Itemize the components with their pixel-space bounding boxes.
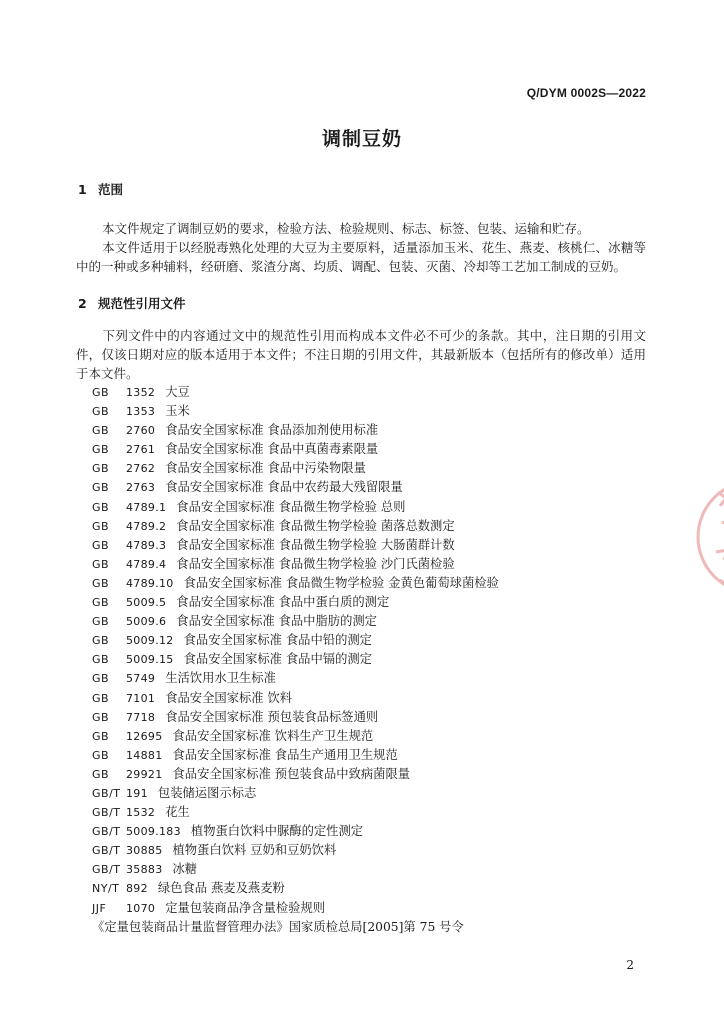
seal-stamp-fragment bbox=[696, 462, 724, 612]
reference-code: GB bbox=[92, 729, 110, 743]
reference-code: GB bbox=[92, 596, 110, 610]
reference-code: GB bbox=[92, 424, 110, 438]
reference-code: NY/T bbox=[92, 882, 120, 896]
reference-number: 4789.3 bbox=[126, 538, 167, 552]
reference-title: 食品安全国家标准 食品中铅的测定 bbox=[183, 633, 372, 648]
reference-title: 食品安全国家标准 饮料生产卫生规范 bbox=[172, 728, 374, 743]
reference-item bbox=[92, 803, 652, 822]
reference-number: 30885 bbox=[126, 844, 163, 858]
reference-title: 食品安全国家标准 食品中真菌毒素限量 bbox=[165, 442, 379, 457]
seal-ring bbox=[698, 481, 724, 593]
section-title: 范围 bbox=[98, 182, 124, 197]
reference-item bbox=[92, 536, 652, 555]
reference-item bbox=[92, 402, 652, 421]
reference-title: 植物蛋白饮料 豆奶和豆奶饮料 bbox=[172, 843, 337, 858]
reference-code: GB bbox=[92, 557, 110, 571]
reference-number: 2760 bbox=[126, 424, 156, 438]
reference-number: 12695 bbox=[126, 729, 163, 743]
reference-number: 5009.183 bbox=[126, 825, 181, 839]
reference-code: GB bbox=[92, 767, 110, 781]
reference-title: 食品安全国家标准 食品中污染物限量 bbox=[165, 461, 366, 476]
reference-code: GB bbox=[92, 462, 110, 476]
reference-number: 4789.10 bbox=[126, 576, 174, 590]
reference-code: GB bbox=[92, 615, 110, 629]
paragraph bbox=[76, 238, 646, 276]
reference-title: 食品安全国家标准 食品微生物学检验 总则 bbox=[176, 499, 406, 514]
section-title: 规范性引用文件 bbox=[98, 296, 186, 311]
reference-item bbox=[92, 459, 652, 478]
reference-code: GB bbox=[92, 443, 110, 457]
reference-title: 食品安全国家标准 食品生产通用卫生规范 bbox=[172, 747, 398, 762]
reference-number: 191 bbox=[126, 786, 148, 800]
reference-item bbox=[92, 517, 652, 536]
reference-code: GB bbox=[92, 672, 110, 686]
reference-title: 《定量包装商品计量监督管理办法》国家质检总局[2005]第 75 号令 bbox=[92, 919, 464, 934]
paragraph-text: 本文件规定了调制豆奶的要求，检验方法、检验规则、标志、标签、包装、运输和贮存。 bbox=[102, 221, 590, 236]
section-heading-scope bbox=[78, 180, 123, 198]
reference-number: 29921 bbox=[126, 767, 163, 781]
reference-title: 绿色食品 燕麦及燕麦粉 bbox=[157, 881, 285, 896]
paragraph bbox=[76, 219, 646, 238]
reference-item bbox=[92, 918, 652, 937]
reference-item bbox=[92, 784, 652, 803]
reference-number: 5009.15 bbox=[126, 653, 174, 667]
reference-title: 食品安全国家标准 食品微生物学检验 菌落总数测定 bbox=[176, 518, 455, 533]
reference-number: 1070 bbox=[126, 901, 156, 915]
paragraph bbox=[76, 326, 646, 383]
reference-item bbox=[92, 822, 652, 841]
reference-title: 食品安全国家标准 食品中镉的测定 bbox=[183, 652, 372, 667]
reference-number: 1353 bbox=[126, 405, 156, 419]
paragraph-text: 本文件适用于以经脱毒熟化处理的大豆为主要原料，适量添加玉米、花生、燕麦、核桃仁、冰糖等中的一种或多种辅料，经研磨、浆渣分离、均质、调配、包装、灭菌、冷却等工艺加工制成的豆奶。 bbox=[76, 240, 646, 274]
reference-number: 5749 bbox=[126, 672, 156, 686]
reference-title: 冰糖 bbox=[172, 862, 198, 877]
document-title: 调制豆奶 bbox=[321, 128, 402, 150]
reference-item bbox=[92, 708, 652, 727]
reference-number: 4789.2 bbox=[126, 519, 167, 533]
reference-code: GB bbox=[92, 634, 110, 648]
reference-code: GB/T bbox=[92, 844, 121, 858]
reference-code: GB bbox=[92, 576, 110, 590]
reference-code: GB bbox=[92, 710, 110, 724]
reference-number: 892 bbox=[126, 882, 148, 896]
reference-number: 2763 bbox=[126, 481, 156, 495]
section-number: 1 bbox=[78, 182, 87, 197]
reference-item bbox=[92, 765, 652, 784]
reference-number: 5009.12 bbox=[126, 634, 174, 648]
reference-title: 玉米 bbox=[165, 404, 190, 419]
reference-item bbox=[92, 612, 652, 631]
reference-item bbox=[92, 650, 652, 669]
reference-item bbox=[92, 383, 652, 402]
reference-code: GB bbox=[92, 538, 110, 552]
reference-item bbox=[92, 555, 652, 574]
reference-code: GB bbox=[92, 653, 110, 667]
reference-item bbox=[92, 498, 652, 517]
section-heading-normative-references bbox=[78, 294, 186, 312]
reference-code: GB bbox=[92, 519, 110, 533]
reference-item bbox=[92, 841, 652, 860]
reference-item bbox=[92, 478, 652, 497]
reference-number: 5009.5 bbox=[126, 596, 167, 610]
reference-number: 2761 bbox=[126, 443, 156, 457]
reference-item bbox=[92, 860, 652, 879]
reference-item bbox=[92, 421, 652, 440]
section-number: 2 bbox=[78, 296, 87, 311]
reference-title: 食品安全国家标准 食品中蛋白质的测定 bbox=[176, 595, 390, 610]
reference-code: GB/T bbox=[92, 786, 121, 800]
reference-title: 生活饮用水卫生标准 bbox=[165, 671, 276, 686]
reference-number: 7101 bbox=[126, 691, 156, 705]
reference-item bbox=[92, 574, 652, 593]
reference-code: GB bbox=[92, 386, 110, 399]
reference-title: 植物蛋白饮料中脲酶的定性测定 bbox=[190, 824, 364, 839]
reference-title: 食品安全国家标准 饮料 bbox=[165, 690, 293, 705]
seal-marks bbox=[716, 492, 724, 586]
reference-title: 食品安全国家标准 食品中脂肪的测定 bbox=[176, 614, 377, 629]
reference-code: GB/T bbox=[92, 825, 121, 839]
reference-item bbox=[92, 669, 652, 688]
reference-number: 5009.6 bbox=[126, 615, 167, 629]
reference-item bbox=[92, 727, 652, 746]
standard-number: Q/DYM 0002S—2022 bbox=[526, 86, 646, 100]
reference-item bbox=[92, 899, 652, 918]
page-number: 2 bbox=[626, 958, 634, 972]
reference-item bbox=[92, 689, 652, 708]
reference-item bbox=[92, 631, 652, 650]
reference-title: 食品安全国家标准 食品添加剂使用标准 bbox=[165, 423, 379, 438]
reference-item bbox=[92, 593, 652, 612]
reference-number: 4789.4 bbox=[126, 557, 167, 571]
reference-number: 7718 bbox=[126, 710, 156, 724]
reference-title: 花生 bbox=[165, 805, 190, 820]
reference-number: 2762 bbox=[126, 462, 156, 476]
reference-number: 1532 bbox=[126, 806, 156, 820]
reference-code: GB bbox=[92, 500, 110, 514]
reference-item bbox=[92, 440, 652, 459]
reference-title: 大豆 bbox=[165, 385, 190, 399]
reference-code: GB bbox=[92, 481, 110, 495]
reference-title: 定量包装商品净含量检验规则 bbox=[165, 900, 326, 915]
reference-code: GB/T bbox=[92, 806, 121, 820]
reference-code: JJF bbox=[92, 901, 107, 915]
reference-title: 食品安全国家标准 食品中农药最大残留限量 bbox=[165, 480, 403, 495]
reference-title: 食品安全国家标准 预包装食品标签通则 bbox=[165, 709, 379, 724]
reference-title: 食品安全国家标准 食品微生物学检验 沙门氏菌检验 bbox=[176, 556, 455, 571]
reference-code: GB bbox=[92, 748, 110, 762]
reference-title: 食品安全国家标准 预包装食品中致病菌限量 bbox=[172, 766, 411, 781]
reference-number: 14881 bbox=[126, 748, 163, 762]
paragraph-text: 下列文件中的内容通过文中的规范性引用而构成本文件必不可少的条款。其中，注日期的引用文件，仅该日期对应的版本适用于本文件；不注日期的引用文件，其最新版本（包括所有的修改单）适用于本文件。 bbox=[76, 328, 646, 381]
reference-item bbox=[92, 746, 652, 765]
reference-title: 食品安全国家标准 食品微生物学检验 大肠菌群计数 bbox=[176, 537, 455, 552]
reference-number: 4789.1 bbox=[126, 500, 167, 514]
reference-item bbox=[92, 879, 652, 898]
reference-title: 食品安全国家标准 食品微生物学检验 金黄色葡萄球菌检验 bbox=[183, 575, 499, 590]
reference-code: GB bbox=[92, 405, 110, 419]
reference-title: 包装储运图示标志 bbox=[157, 785, 257, 800]
reference-code: GB bbox=[92, 691, 110, 705]
reference-number: 35883 bbox=[126, 863, 163, 877]
reference-number: 1352 bbox=[126, 386, 156, 399]
reference-list bbox=[92, 383, 652, 937]
reference-code: GB/T bbox=[92, 863, 121, 877]
